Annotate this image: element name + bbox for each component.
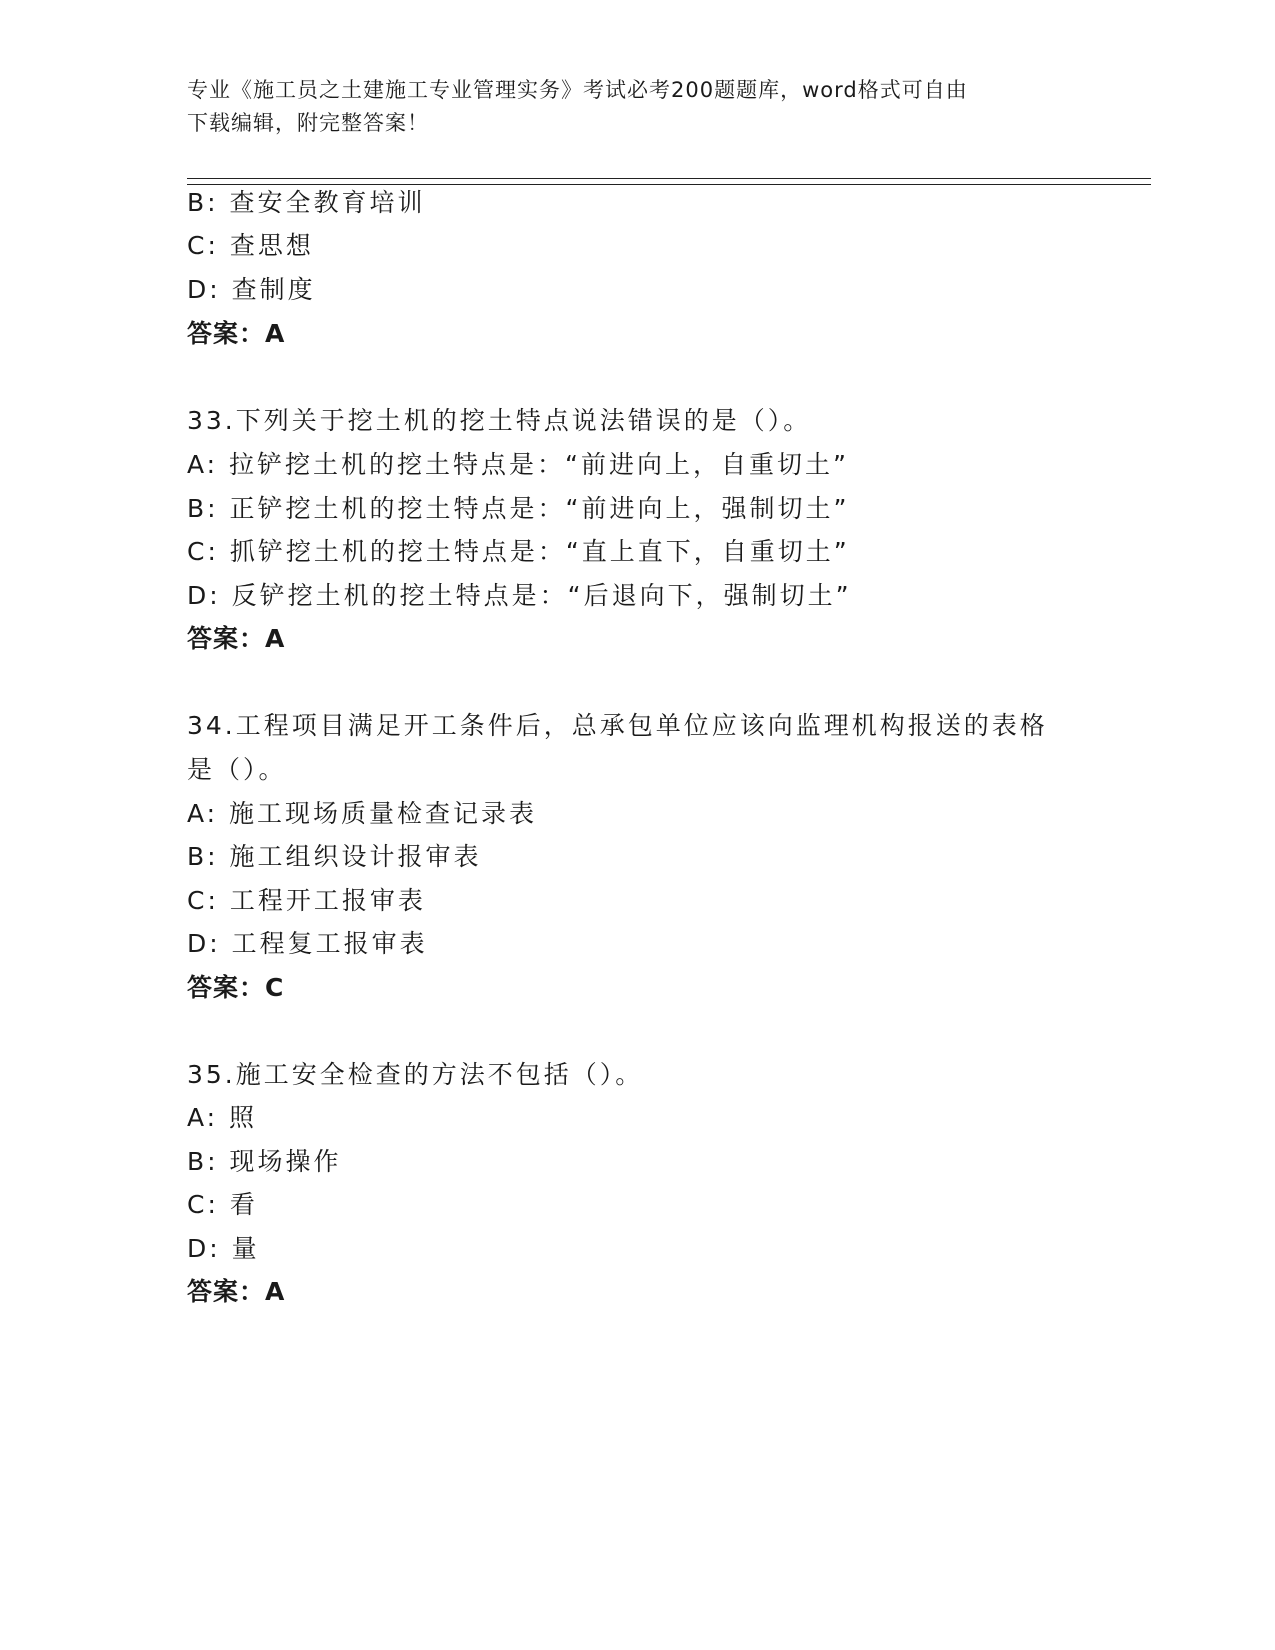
q35-option-b: B: 现场操作 bbox=[187, 1147, 342, 1176]
q32-option-c: C: 查思想 bbox=[187, 231, 314, 260]
q33-option-d: D: 反铲挖土机的挖土特点是：“后退向下，强制切土” bbox=[187, 581, 852, 610]
q34-option-a: A: 施工现场质量检查记录表 bbox=[187, 799, 538, 828]
q34-option-d: D: 工程复工报审表 bbox=[187, 929, 428, 958]
q34-question-line-2: 是（）。 bbox=[187, 755, 287, 784]
q32-option-d: D: 查制度 bbox=[187, 275, 316, 304]
q34-option-c: C: 工程开工报审表 bbox=[187, 886, 426, 915]
q34-answer: 答案：C bbox=[187, 973, 285, 1002]
q34-question-line-1: 34.工程项目满足开工条件后，总承包单位应该向监理机构报送的表格 bbox=[187, 711, 1048, 740]
q32-option-b: B: 查安全教育培训 bbox=[187, 188, 426, 217]
q33-option-b: B: 正铲挖土机的挖土特点是：“前进向上，强制切土” bbox=[187, 494, 850, 523]
q35-question: 35.施工安全检查的方法不包括（）。 bbox=[187, 1060, 644, 1089]
q33-option-c: C: 抓铲挖土机的挖土特点是：“直上直下，自重切土” bbox=[187, 537, 850, 566]
header-divider bbox=[187, 178, 1151, 185]
q35-option-a: A: 照 bbox=[187, 1103, 258, 1132]
q33-question: 33.下列关于挖土机的挖土特点说法错误的是（）。 bbox=[187, 406, 812, 435]
header-line-1: 专业《施工员之土建施工专业管理实务》考试必考200题题库，word格式可自由 bbox=[187, 78, 968, 102]
q32-answer: 答案：A bbox=[187, 319, 286, 348]
q35-option-d: D: 量 bbox=[187, 1234, 260, 1263]
q35-option-c: C: 看 bbox=[187, 1190, 258, 1219]
page-header bbox=[187, 74, 1067, 140]
header-line-2: 下载编辑，附完整答案！ bbox=[187, 111, 429, 135]
q35-answer: 答案：A bbox=[187, 1277, 286, 1306]
q33-answer: 答案：A bbox=[187, 624, 286, 653]
q33-option-a: A: 拉铲挖土机的挖土特点是：“前进向上，自重切土” bbox=[187, 450, 849, 479]
q34-option-b: B: 施工组织设计报审表 bbox=[187, 842, 482, 871]
